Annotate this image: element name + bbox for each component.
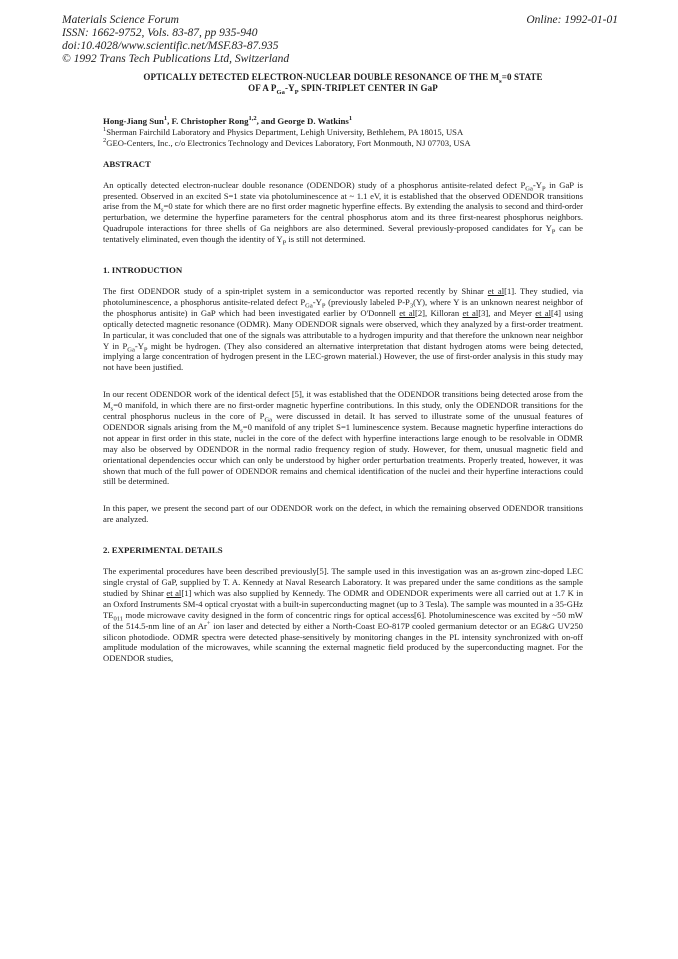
introduction-paragraph-1: The first ODENDOR study of a spin-triplet system in a semiconductor was reported recently by Shinar et al[1]. They studied, via photoluminescence, a phosphorus antisite-related defect $P_{Ga}-Y_P$ (previously labeled $P-P_3(Y)$, where Y is an unknown nearest neighbor of the phosphorus antisite) in GaP which had been investigated earlier by O'Donnell et al[2], Killoran et al[3], and Meyer et al[4] using optically detected magnetic resonance (ODMR). Many ODENDOR signals were observed, which they analyzed by a first-order treatment. In particular, it was concluded that one of the signals was attributable to a hydrogen impurity and that therefore the unknown near neighbor Y in $P_{Ga}-Y_P$ might be hydrogen. (They also considered an alternative interpretation that distant hydrogen atoms were being detected, implying a large concentration of hydrogen present in the LEC-grown material.) However, the use of first-order analysis in this study may not have been justified. — [103, 285, 584, 373]
issn-line: ISSN: 1662-9752, Vols. 83-87, pp 935-940 — [62, 27, 258, 39]
experimental-heading: 2. EXPERIMENTAL DETAILS — [103, 545, 223, 556]
online-date: Online: 1992-01-01 — [526, 14, 618, 26]
journal-header — [62, 14, 618, 66]
affiliation-2: $^2$GEO-Centers, Inc., c/o Electronics Technology and Devices Laboratory, Fort Monmouth, NJ 07703, USA — [103, 136, 471, 148]
abstract-heading: ABSTRACT — [103, 158, 151, 169]
abstract-text: An optically detected electron-nuclear double resonance (ODENDOR) study of a phosphorus antisite-related defect $P_{Ga}-Y_P$ in GaP is presented. Observed in an excited S=1 state via photoluminescence at ~ 1.1 eV, it is established that the observed ODENDOR transitions arise from the $M_s=0$ state for which there are no first order magnetic hyperfine effects. By extending the analysis to second and third-order perturbation, we determine the hyperfine parameters for the central phosphorus atom and its three first-nearest phosphorus neighbors. Quadrupole interactions for three shells of Ga neighbors are also determined. Several previously-proposed candidates for $Y_P$ can be tentatively eliminated, even though the identity of $Y_P$ is still not determined. — [103, 179, 584, 247]
paper-page — [103, 72, 583, 664]
introduction-heading: 1. INTRODUCTION — [103, 265, 183, 276]
copyright-line: © 1992 Trans Tech Publications Ltd, Switzerland — [62, 53, 290, 65]
affiliation-1: $^1$Sherman Fairchild Laboratory and Physics Department, Lehigh University, Bethlehem, PA 18015, USA — [103, 126, 464, 137]
author-list: Hong-Jiang Sun$^1$, F. Christopher Rong$^{1,2}$, and George D. Watkins$^1$ — [103, 115, 353, 126]
journal-name: Materials Science Forum — [62, 14, 179, 26]
introduction-paragraph-2: In our recent ODENDOR work of the identical defect [5], it was established that the ODENDOR transitions being detected arose from the $M_s=0$ manifold, in which there are no first-order magnetic hyperfine contributions. In this study, only the ODENDOR transitions for the central phosphorus nucleus in the core of $P_{Ga}$ were discussed in detail. It has served to illustrate some of the unusual features of ODENDOR signals arising from the $M_s=0$ manifold of any triplet S=1 luminescence system. Because magnetic hyperfine interactions do not appear in first order in this state, nuclei in the core of the defect with hyperfine interactions large enough to be resolvable in ODMR may also be observed by ODENDOR in the normal radio frequency region of study. However, for them, unusual magnetic field and orientational dependencies occur which can only be understood by higher order perturbation treatments. Properly treated, however, it was shown that much of the full power of ODENDOR remains and chemical identification of the nuclei and their hyperfine interactions could still be determined. — [103, 389, 583, 487]
experimental-paragraph-1: The experimental procedures have been described previously[5]. The sample used in this investigation was an as-grown zinc-doped LEC single crystal of GaP, supplied by T. A. Kennedy at Naval Research Laboratory. It was prepared under the same conditions as the sample studied by Shinar et al[1] which was also supplied by Kennedy. The ODMR and ODENDOR experiments were all carried out at 1.7 K in an Oxford Instruments SM-4 optical cryostat with a built-in superconducting magnet (up to 3 Tesla). The sample was mounted in a 35-GHz $TE_{011}$ mode microwave cavity designed in the form of concentric rings for optical access[6]. Photoluminescence was excited by ~50 mW of the 514.5-nm line of an Ar+ ion laser and detected by either a North-Coast EO-817P cooled germanium detector or an EG&G UV250 silicon photodiode. ODMR spectra were detected phase-sensitively by monitoring changes in the PL intensity synchronized with on-off amplitude modulation of the microwaves, while scanning the external magnetic field produced by the superconducting magnet. For the ODENDOR studies, — [103, 566, 583, 664]
introduction-paragraph-3: In this paper, we present the second part of our ODENDOR work on the defect, in which the remaining observed ODENDOR transitions are analyzed. — [103, 503, 583, 525]
paper-title: OPTICALLY DETECTED ELECTRON-NUCLEAR DOUBLE RESONANCE OF THE $M_s=0$ STATE OF A $P_{Ga}-Y_P$ SPIN-TRIPLET CENTER IN GaP — [143, 72, 543, 96]
doi-line: doi:10.4028/www.scientific.net/MSF.83-87.935 — [62, 40, 279, 52]
